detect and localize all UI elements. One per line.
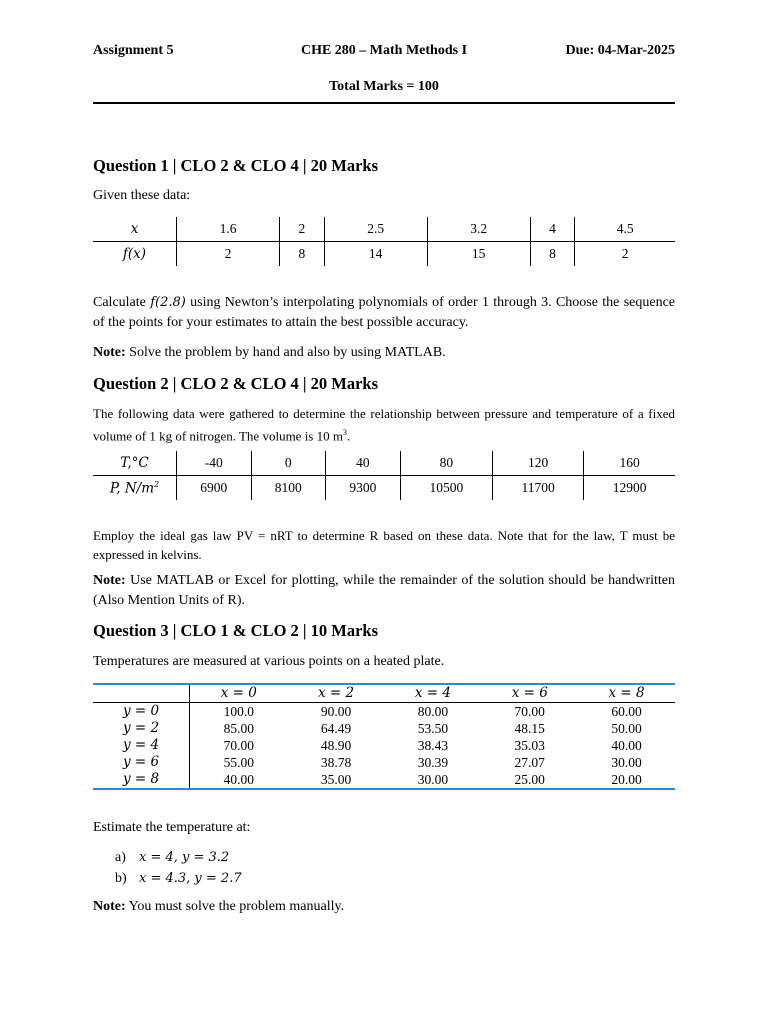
q1-fx-cell: 8 — [530, 242, 575, 267]
q3-cell: 38.43 — [417, 738, 449, 753]
q1-intro: Given these data: — [93, 188, 191, 203]
q2-t-cell: 120 — [493, 451, 584, 476]
q2-p-cell: 11700 — [493, 476, 584, 501]
q3-cell: 30.00 — [417, 772, 449, 787]
q3-row-label: y = 6 — [93, 754, 190, 771]
q3-item-math: x = 4, y = 3.2 — [139, 850, 230, 865]
q3-title: Question 3 | CLO 1 & CLO 2 | 10 Marks — [93, 621, 379, 640]
q2-p-cell: 6900 — [177, 476, 252, 501]
q3-cell: 70.00 — [223, 738, 255, 753]
q1-x-cell: 3.2 — [427, 217, 530, 242]
q3-cell: 27.07 — [514, 755, 545, 770]
q3-col-header: x = 0 — [190, 684, 288, 703]
q3-cell: 35.03 — [514, 738, 545, 753]
q2-intro-end: . — [346, 428, 351, 444]
q3-cell: 55.00 — [223, 755, 255, 770]
q3-cell: 100.0 — [223, 704, 255, 719]
q1-x-cell: 1.6 — [177, 217, 280, 242]
q3-item-label: a) — [115, 850, 126, 865]
q2-t-label: T,°C — [93, 451, 177, 476]
q1-fx-row — [93, 242, 675, 267]
q1-fx-cell: 15 — [427, 242, 530, 267]
q3-col-header: x = 8 — [578, 684, 675, 703]
q3-item-list — [115, 847, 242, 889]
q1-note — [93, 343, 675, 363]
q3-item-label: b) — [115, 871, 127, 886]
document-header — [93, 43, 675, 61]
q2-p-row — [93, 476, 675, 501]
q3-row-label: y = 2 — [93, 720, 190, 737]
q2-t-cell: 80 — [400, 451, 493, 476]
q1-note-text: Solve the problem by hand and also by using MATLAB. — [125, 345, 446, 360]
q3-cell: 53.50 — [417, 721, 449, 736]
q1-x-cell: 4.5 — [575, 217, 675, 242]
q1-calc-pre: Calculate — [93, 295, 151, 310]
due-date: Due: 04-Mar-2025 — [565, 43, 675, 58]
q1-fx-cell: 2 — [575, 242, 675, 267]
q3-cell: 70.00 — [514, 704, 545, 719]
q2-t-cell: 160 — [584, 451, 675, 476]
q1-calc-post: using Newton’s interpolating polynomials of order 1 through 3. Choose the sequence of the points for your estimates to attain the best possible accuracy. — [93, 295, 675, 330]
q3-cell: 40.00 — [611, 738, 642, 753]
q3-note-label: Note: — [93, 899, 126, 914]
q1-x-cell: 4 — [530, 217, 575, 242]
total-marks: Total Marks = 100 — [329, 79, 439, 94]
q3-estimate: Estimate the temperature at: — [93, 820, 251, 835]
q3-col-header: x = 4 — [385, 684, 482, 703]
q1-x-row — [93, 217, 675, 242]
q3-cell: 30.39 — [417, 755, 449, 770]
q2-t-cell: -40 — [177, 451, 252, 476]
q3-cell: 50.00 — [611, 721, 642, 736]
q3-cell: 80.00 — [417, 704, 449, 719]
course-title: CHE 280 – Math Methods I — [300, 43, 468, 58]
q1-x-label: x — [93, 217, 177, 242]
q3-table-row — [93, 737, 675, 754]
q1-fx-cell: 14 — [324, 242, 427, 267]
q1-note-label: Note: — [93, 345, 126, 360]
q3-cell: 85.00 — [223, 721, 255, 736]
q3-cell: 30.00 — [611, 755, 642, 770]
q3-data-table — [93, 683, 675, 790]
q3-cell: 64.49 — [320, 721, 352, 736]
q2-intro — [93, 404, 675, 445]
q2-t-row — [93, 451, 675, 476]
q3-cell: 48.15 — [514, 721, 545, 736]
q3-note-text: You must solve the problem manually. — [125, 899, 345, 914]
q3-cell: 35.00 — [320, 772, 352, 787]
q2-note-label: Note: — [93, 573, 126, 588]
q2-text: Employ the ideal gas law PV = nRT to determine R based on these data. Note that for the law, T must be expressed in kelvins. — [93, 528, 675, 562]
q2-intro-text: The following data were gathered to determine the relationship between pressure and temperature of a fixed volume of 1 kg of nitrogen. The volume is 10 m — [93, 406, 675, 444]
q1-data-table — [93, 217, 675, 266]
q3-cell: 48.90 — [320, 738, 352, 753]
q1-fx-label: f(x) — [122, 246, 147, 262]
q3-table-row — [93, 720, 675, 737]
q1-instructions — [93, 293, 675, 333]
q2-intro-sup: 3 — [342, 428, 347, 437]
assignment-label: Assignment 5 — [93, 43, 174, 58]
q1-x-cell: 2.5 — [324, 217, 427, 242]
q2-title: Question 2 | CLO 2 & CLO 4 | 20 Marks — [93, 374, 379, 393]
q3-row-label: y = 8 — [93, 771, 190, 789]
q3-col-header: x = 2 — [288, 684, 385, 703]
q3-table-row — [93, 754, 675, 771]
q3-cell: 40.00 — [223, 772, 255, 787]
q2-p-cell: 9300 — [326, 476, 401, 501]
q1-title: Question 1 | CLO 2 & CLO 4 | 20 Marks — [93, 156, 379, 175]
q2-t-cell: 0 — [251, 451, 326, 476]
q3-item — [115, 847, 242, 868]
q3-cell: 38.78 — [320, 755, 352, 770]
q1-fx-cell: 2 — [177, 242, 280, 267]
q2-p-cell: 10500 — [400, 476, 493, 501]
q3-intro: Temperatures are measured at various points on a heated plate. — [93, 654, 445, 669]
q1-calc-math: f(2.8) — [150, 295, 186, 310]
q3-row-label: y = 0 — [93, 703, 190, 721]
q2-p-cell: 12900 — [584, 476, 675, 501]
header-rule — [93, 102, 675, 104]
q3-table-row — [93, 771, 675, 789]
q2-p-label — [93, 476, 177, 501]
q3-header-row — [93, 684, 675, 703]
q1-fx-cell: 8 — [280, 242, 325, 267]
q2-note — [93, 571, 675, 611]
q3-corner-cell — [93, 684, 190, 703]
q3-cell: 60.00 — [611, 704, 642, 719]
q2-t-cell: 40 — [326, 451, 401, 476]
q1-x-cell: 2 — [280, 217, 325, 242]
q3-col-header: x = 6 — [481, 684, 578, 703]
q3-cell: 90.00 — [320, 704, 352, 719]
q3-item — [115, 868, 242, 889]
q3-table-row — [93, 703, 675, 721]
q2-p-label-text: P, N/m — [109, 480, 154, 497]
q3-note — [93, 897, 675, 917]
q3-cell: 20.00 — [611, 772, 642, 787]
q3-row-label: y = 4 — [93, 737, 190, 754]
q2-data-table — [93, 451, 675, 500]
q2-p-label-sup: 2 — [154, 479, 160, 489]
q2-p-cell: 8100 — [251, 476, 326, 501]
q2-note-text: Use MATLAB or Excel for plotting, while the remainder of the solution should be handwritten (Also Mention Units of R). — [93, 573, 675, 608]
q3-item-math: x = 4.3, y = 2.7 — [139, 871, 242, 886]
q3-cell: 25.00 — [514, 772, 545, 787]
